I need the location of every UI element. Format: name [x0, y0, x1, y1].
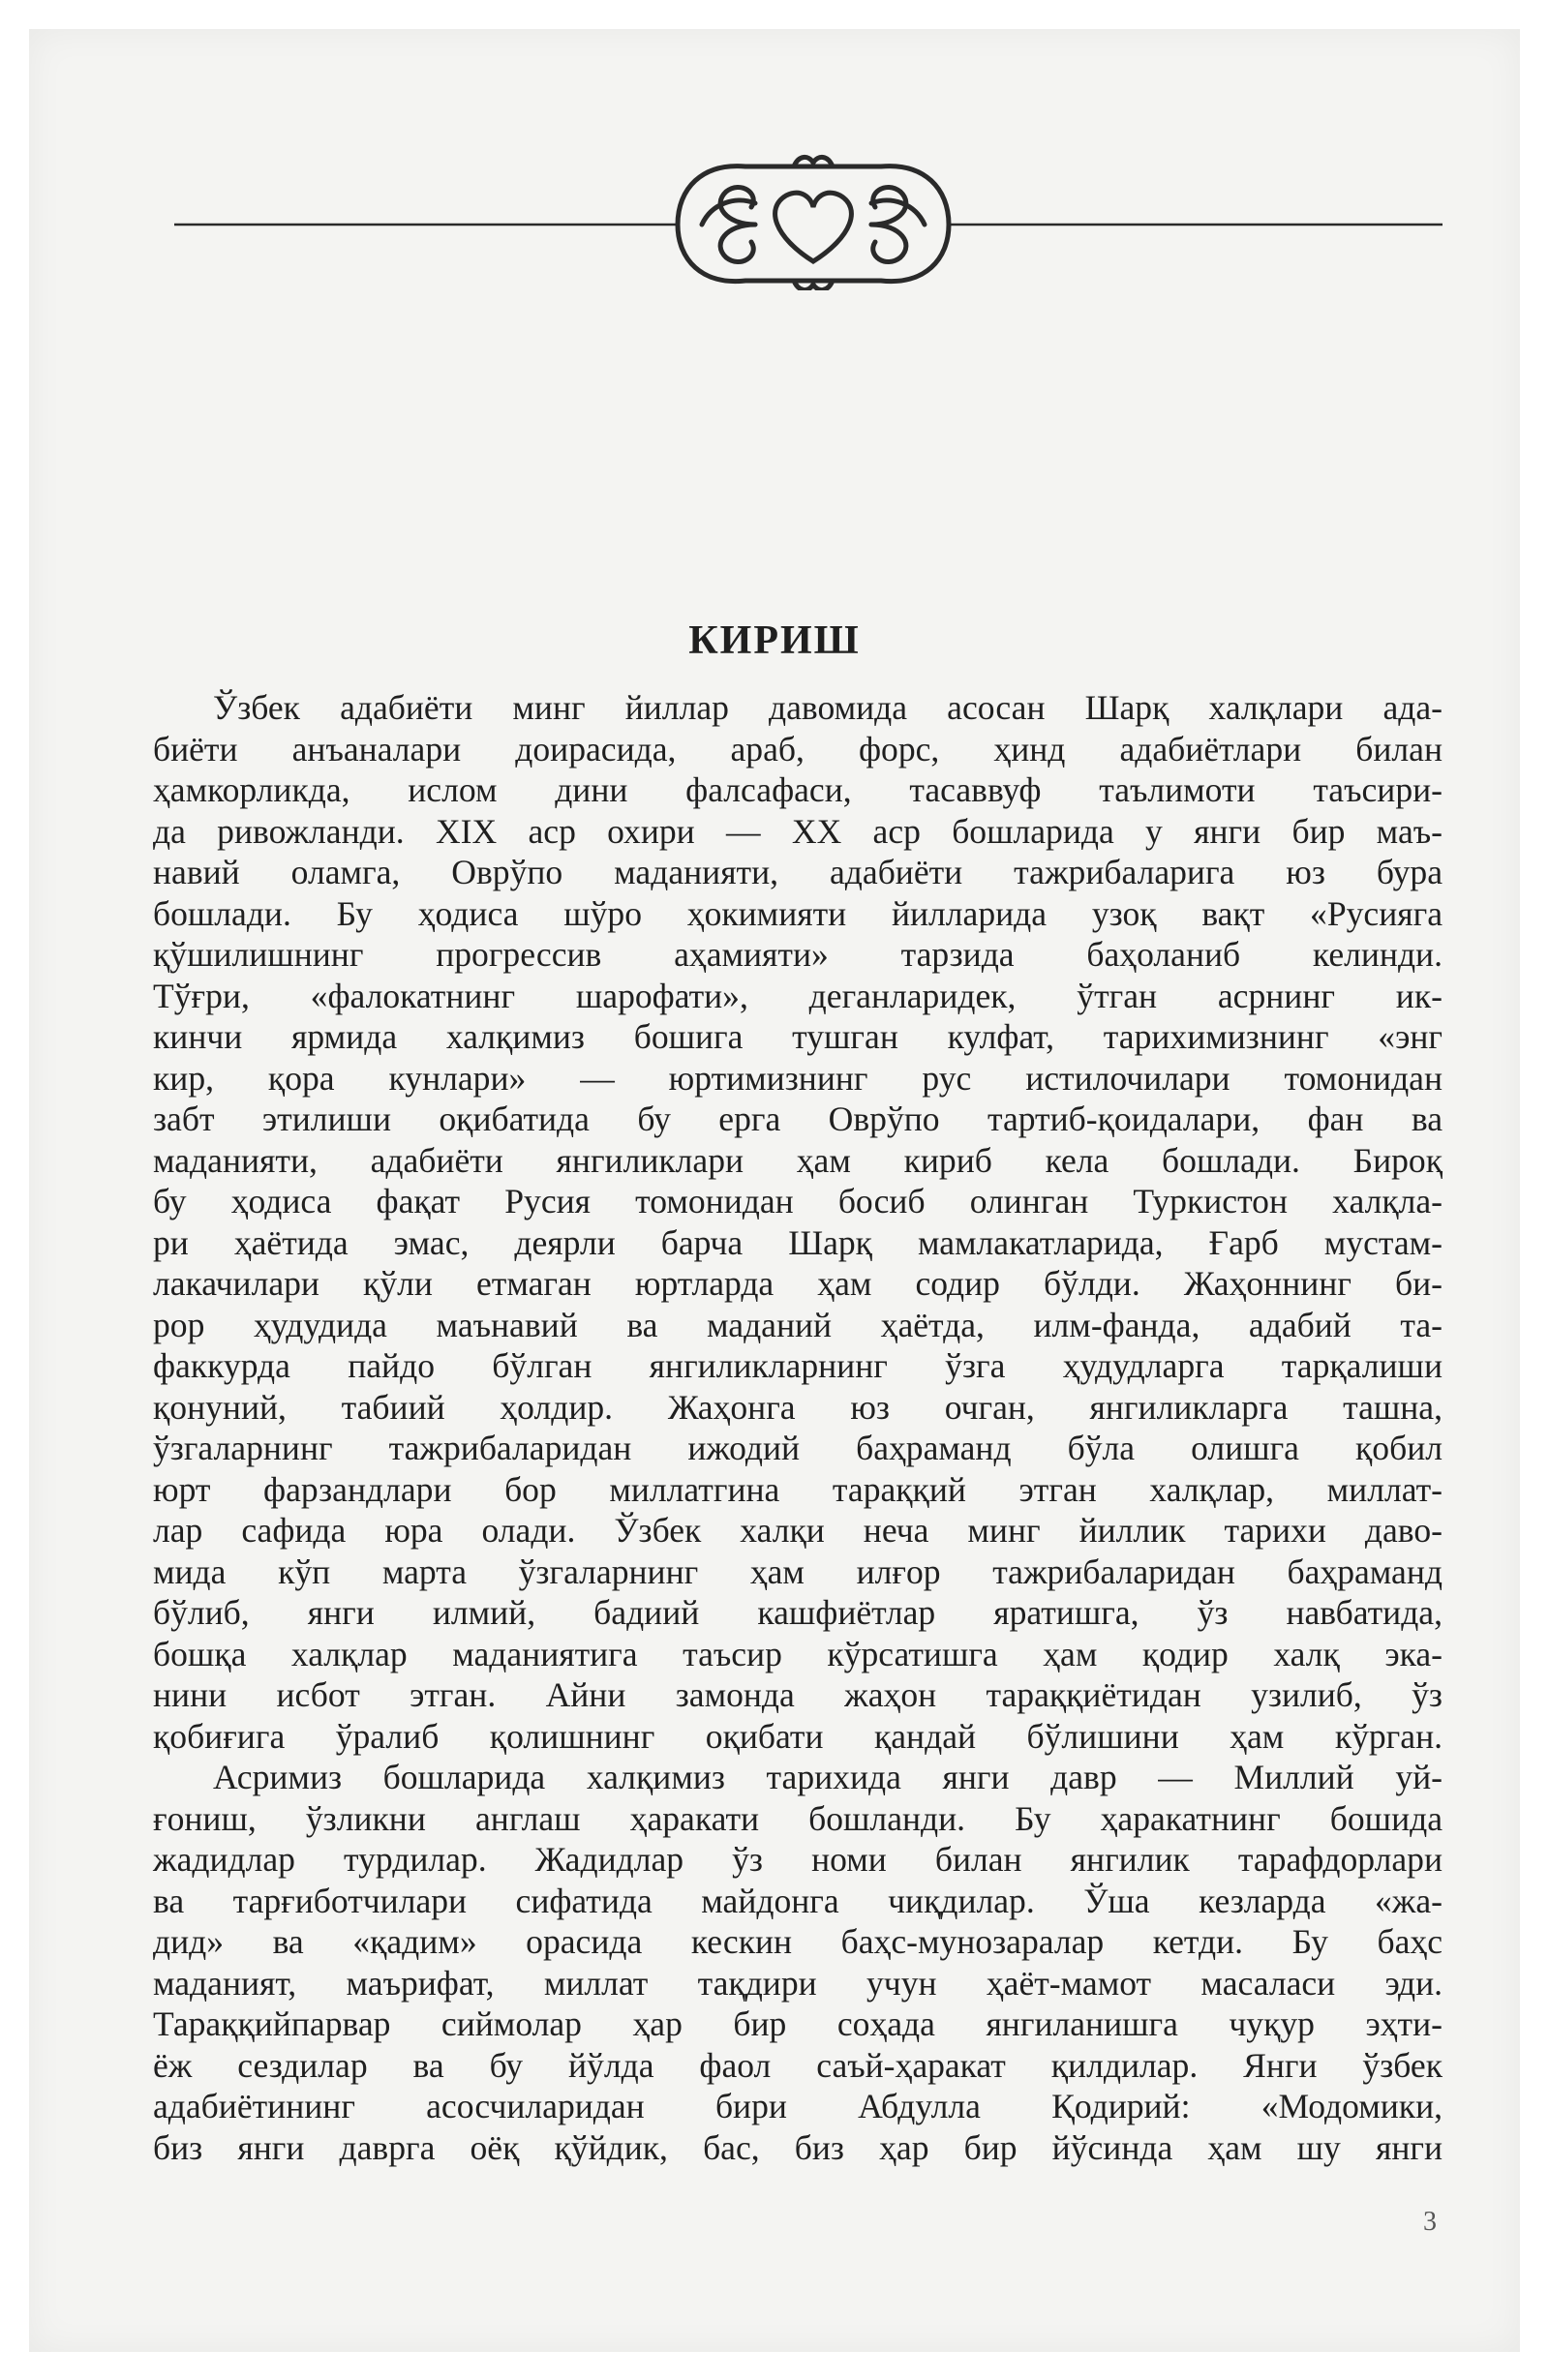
text-line: жадидлар турдилар. Жадидлар ўз номи билан янгилик тарафдорлари: [153, 1840, 1443, 1879]
chapter-heading: КИРИШ: [688, 618, 861, 663]
text-line: лар сафида юра олади. Ўзбек халқи неча минг йиллик тарихи даво-: [153, 1511, 1443, 1550]
text-line: бу ҳодиса фақат Русия томонидан босиб олинган Туркистон халқла-: [153, 1182, 1443, 1220]
text-line: забт этилиши оқибатида бу ерга Оврўпо тартиб-қоидалари, фан ва: [153, 1100, 1443, 1138]
text-line: биз янги даврга оёқ қўйдик, бас, биз ҳар бир йўсинда ҳам шу янги: [153, 2127, 1443, 2167]
ornament-divider: [174, 145, 1452, 290]
text-line: ғониш, ўзликни англаш ҳаракати бошланди. Бу ҳаракатнинг бошида: [153, 1798, 1443, 1838]
text-line: ҳамкорликда, ислом дини фалсафаси, тасаввуф таълимоти таъсири-: [153, 770, 1443, 809]
text-line: маданияти, адабиёти янгиликлари ҳам кириб кела бошлади. Бироқ: [153, 1140, 1443, 1180]
text-line: бўлиб, янги илмий, бадиий кашфиётлар яратишга, ўз навбатида,: [153, 1593, 1443, 1632]
text-line: нини исбот этган. Айни замонда жаҳон тараққиётидан узилиб, ўз: [153, 1675, 1443, 1714]
text-line: ва тарғиботчилари сифатида майдонга чиқдилар. Ўша кезларда «жа-: [153, 1881, 1443, 1920]
text-line: қобиғига ўралиб қолишнинг оқибати қандай бўлишини ҳам кўрган.: [153, 1716, 1443, 1756]
text-line: Ўзбек адабиёти минг йиллар давомида асосан Шарқ халқлари ада-: [213, 688, 1443, 727]
text-line: ри ҳаётида эмас, деярли барча Шарқ мамлакатларида, Ғарб мустам-: [153, 1222, 1443, 1262]
text-line: навий оламга, Оврўпо маданияти, адабиёти тажрибаларига юз бура: [153, 853, 1443, 891]
text-line: мида кўп марта ўзгаларнинг ҳам илғор тажрибаларидан баҳраманд: [153, 1552, 1443, 1591]
text-line: бошлади. Бу ҳодиса шўро ҳокимияти йилларида узоқ вақт «Русияга: [153, 893, 1443, 933]
text-line: адабиётининг асосчиларидан бири Абдулла Қодирий: «Модомики,: [153, 2087, 1443, 2125]
text-line: кир, қора кунлари» — юртимизнинг рус истилочилари томонидан: [153, 1058, 1443, 1098]
text-line: факкурда пайдо бўлган янгиликларнинг ўзга ҳудудларга тарқалиши: [153, 1346, 1443, 1385]
text-line: ёж сездилар ва бу йўлда фаол саъй-ҳаракат қилдилар. Янги ўзбек: [153, 2045, 1443, 2085]
text-line: дид» ва «қадим» орасида кескин баҳс-мунозаралар кетди. Бу баҳс: [153, 1922, 1443, 1961]
text-line: бошқа халқлар маданиятига таъсир кўрсатишга ҳам қодир халқ эка-: [153, 1634, 1443, 1673]
text-line: лакачилари қўли етмаган юртларда ҳам содир бўлди. Жаҳоннинг би-: [153, 1264, 1443, 1303]
text-line: маданият, маърифат, миллат тақдири учун ҳаёт-мамот масаласи эди.: [153, 1963, 1443, 2003]
text-line: да ривожланди. XIX аср охири — XX аср бошларида у янги бир маъ-: [153, 811, 1443, 851]
text-line: ўзгаларнинг тажрибаларидан ижодий баҳраманд бўла олишга қобил: [153, 1429, 1443, 1467]
scroll-ornament-icon: [678, 157, 949, 289]
text-line: қонуний, табиий ҳолдир. Жаҳонга юз очган, янгиликларга ташна,: [153, 1387, 1443, 1427]
text-line: Тараққийпарвар сиймолар ҳар бир соҳада янгиланишга чуқур эҳти-: [153, 2004, 1443, 2043]
text-line: Асримиз бошларида халқимиз тарихида янги давр — Миллий уй-: [213, 1758, 1443, 1796]
page-number: 3: [1423, 2207, 1437, 2237]
text-line: юрт фарзандлари бор миллатгина тараққий этган халқлар, миллат-: [153, 1469, 1443, 1509]
text-line: биёти анъаналари доирасида, араб, форс, ҳинд адабиётлари билан: [153, 729, 1443, 768]
text-line: рор ҳудудида маънавий ва маданий ҳаётда, илм-фанда, адабий та-: [153, 1305, 1443, 1344]
text-line: кинчи ярмида халқимиз бошига тушган кулфат, тарихимизнинг «энг: [153, 1017, 1443, 1056]
text-line: Тўғри, «фалокатнинг шарофати», деганларидек, ўтган асрнинг ик-: [153, 976, 1443, 1015]
text-line: қўшилишнинг прогрессив аҳамияти» тарзида баҳоланиб келинди.: [153, 935, 1443, 974]
body-text: [153, 687, 1443, 2168]
